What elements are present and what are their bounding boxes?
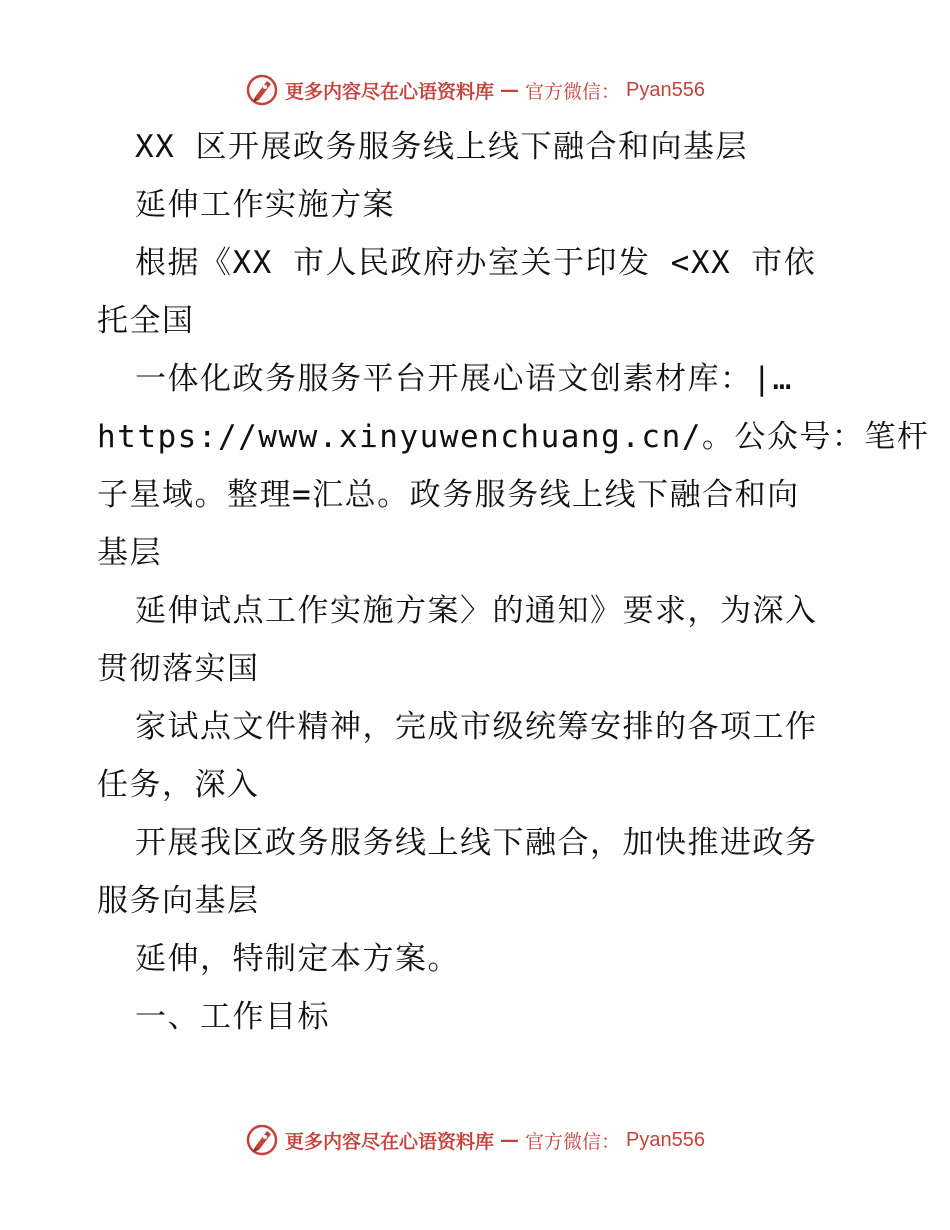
- doc-paragraph-line: 开展我区政务服务线上线下融合，加快推进政务: [135, 825, 818, 861]
- pen-logo-icon: [245, 1123, 279, 1157]
- doc-paragraph-line: 贯彻落实国: [97, 651, 260, 687]
- pen-logo-icon: [245, 73, 279, 107]
- doc-paragraph-line: 根据《XX 市人民政府办室关于印发 <XX 市依: [135, 245, 817, 281]
- doc-paragraph-line: 延伸，特制定本方案。: [135, 941, 460, 977]
- doc-paragraph-line: 家试点文件精神，完成市级统筹安排的各项工作: [135, 709, 818, 745]
- doc-paragraph-line: 一体化政务服务平台开展心语文创素材库：|…: [135, 361, 793, 397]
- doc-title-line-1: XX 区开展政务服务线上线下融合和向基层: [135, 129, 748, 165]
- doc-paragraph-line: 托全国: [97, 303, 195, 339]
- header-watermark: [0, 72, 950, 108]
- doc-paragraph-line: 服务向基层: [97, 883, 260, 919]
- doc-paragraph-line: 子星域。整理=汇总。政务服务线上线下融合和向: [97, 477, 800, 513]
- watermark-dash: —: [500, 1129, 520, 1151]
- doc-section-heading: 一、工作目标: [135, 999, 330, 1035]
- doc-paragraph-line: 基层: [97, 535, 162, 571]
- footer-watermark: [0, 1122, 950, 1158]
- watermark-dash: —: [500, 79, 520, 101]
- doc-title-line-2: 延伸工作实施方案: [135, 187, 395, 223]
- watermark-wechat-id: Pyan556: [626, 78, 705, 101]
- doc-paragraph-line: 延伸试点工作实施方案〉的通知》要求，为深入: [135, 593, 818, 629]
- watermark-text: 更多内容尽在心语资料库: [285, 80, 495, 103]
- doc-paragraph-line: 任务，深入: [97, 767, 260, 803]
- watermark-text: 更多内容尽在心语资料库: [285, 1130, 495, 1153]
- watermark-wechat-label: 官方微信：: [525, 1130, 621, 1153]
- watermark-wechat-id: Pyan556: [626, 1128, 705, 1151]
- doc-paragraph-line: https://www.xinyuwenchuang.cn/。公众号：笔杆: [97, 419, 930, 455]
- watermark-wechat-label: 官方微信：: [525, 80, 621, 103]
